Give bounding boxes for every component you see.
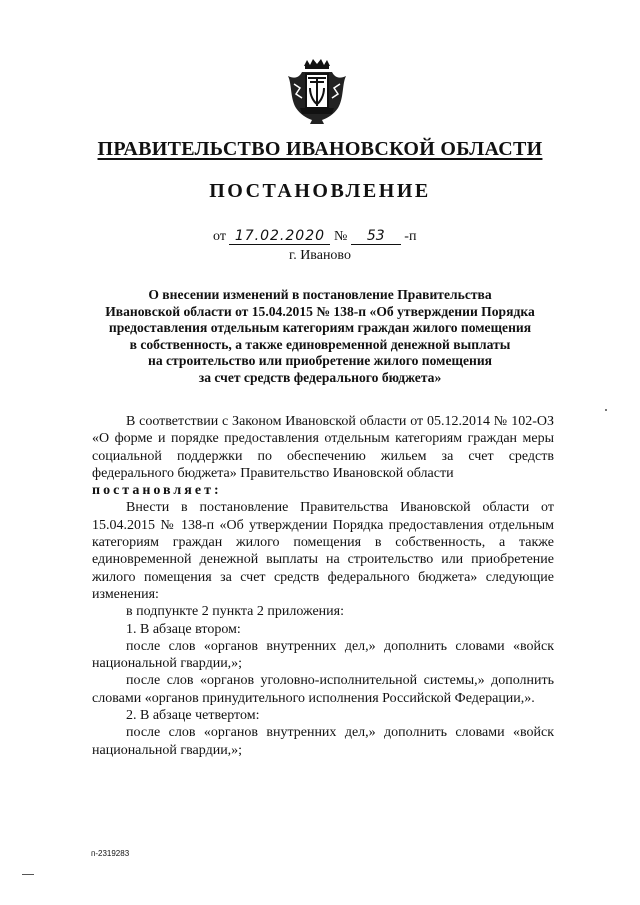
subject-line: О внесении изменений в постановление Правительства <box>148 287 492 302</box>
document-code: п-2319283 <box>91 849 130 858</box>
handwritten-date: 17.02.2020 <box>229 228 330 245</box>
paragraph: после слов «органов уголовно-исполнительной системы,» дополнить словами «органов принудительного исполнения Российской Федерации,». <box>92 673 554 706</box>
document-subject <box>80 287 560 387</box>
paragraph: после слов «органов внутренних дел,» дополнить словами «войск национальной гвардии,»; <box>92 725 554 758</box>
paragraph: Внести в постановление Правительства Ивановской области от 15.04.2015 № 138-п «Об утверждении Порядка предоставления отдельным категориям граждан жилого помещения в собственность, а также единовременной денежной выплаты на строительство или приобретение жилого помещения за счет средств федерального бюджета» следующие изменения: <box>92 500 554 602</box>
scan-mark <box>22 874 34 875</box>
paragraph: в подпункте 2 пункта 2 приложения: <box>126 604 344 620</box>
paragraph: 2. В абзаце четвертом: <box>126 708 260 724</box>
subject-line: предоставления отдельным категориям граждан жилого помещения <box>108 320 532 336</box>
city: г. Иваново <box>289 248 351 263</box>
paragraph: 1. В абзаце втором: <box>126 621 241 637</box>
subject-line: за счет средств федерального бюджета» <box>198 369 442 385</box>
government-title: ПРАВИТЕЛЬСТВО ИВАНОВСКОЙ ОБЛАСТИ <box>97 138 543 160</box>
paragraph: после слов «органов внутренних дел,» дополнить словами «войск национальной гвардии,»; <box>92 638 554 672</box>
date-number-line <box>213 228 416 245</box>
number-label: № <box>333 229 348 244</box>
scan-dot <box>605 409 607 411</box>
coat-of-arms-emblem <box>286 58 348 128</box>
document-body <box>92 413 554 759</box>
intro-paragraph: В соответствии с Законом Ивановской области от 05.12.2014 № 102-ОЗ «О форме и порядке предоставления отдельным категориям граждан меры социальной поддержки по обеспечению жильем за счет средств федерального бюджета» Правительство Ивановской области <box>92 414 554 481</box>
subject-line: на строительство или приобретение жилого помещения <box>147 353 493 369</box>
decree-word: постановляет: <box>92 483 222 499</box>
subject-line: Ивановской области от 15.04.2015 № 138-п «Об утверждении Порядка <box>105 303 535 319</box>
date-prefix: от <box>213 229 226 244</box>
number-suffix: -п <box>404 229 417 244</box>
handwritten-number: 53 <box>351 228 401 245</box>
document-type: ПОСТАНОВЛЕНИЕ <box>209 180 431 202</box>
subject-line: в собственность, а также единовременной денежной выплаты <box>129 336 511 352</box>
